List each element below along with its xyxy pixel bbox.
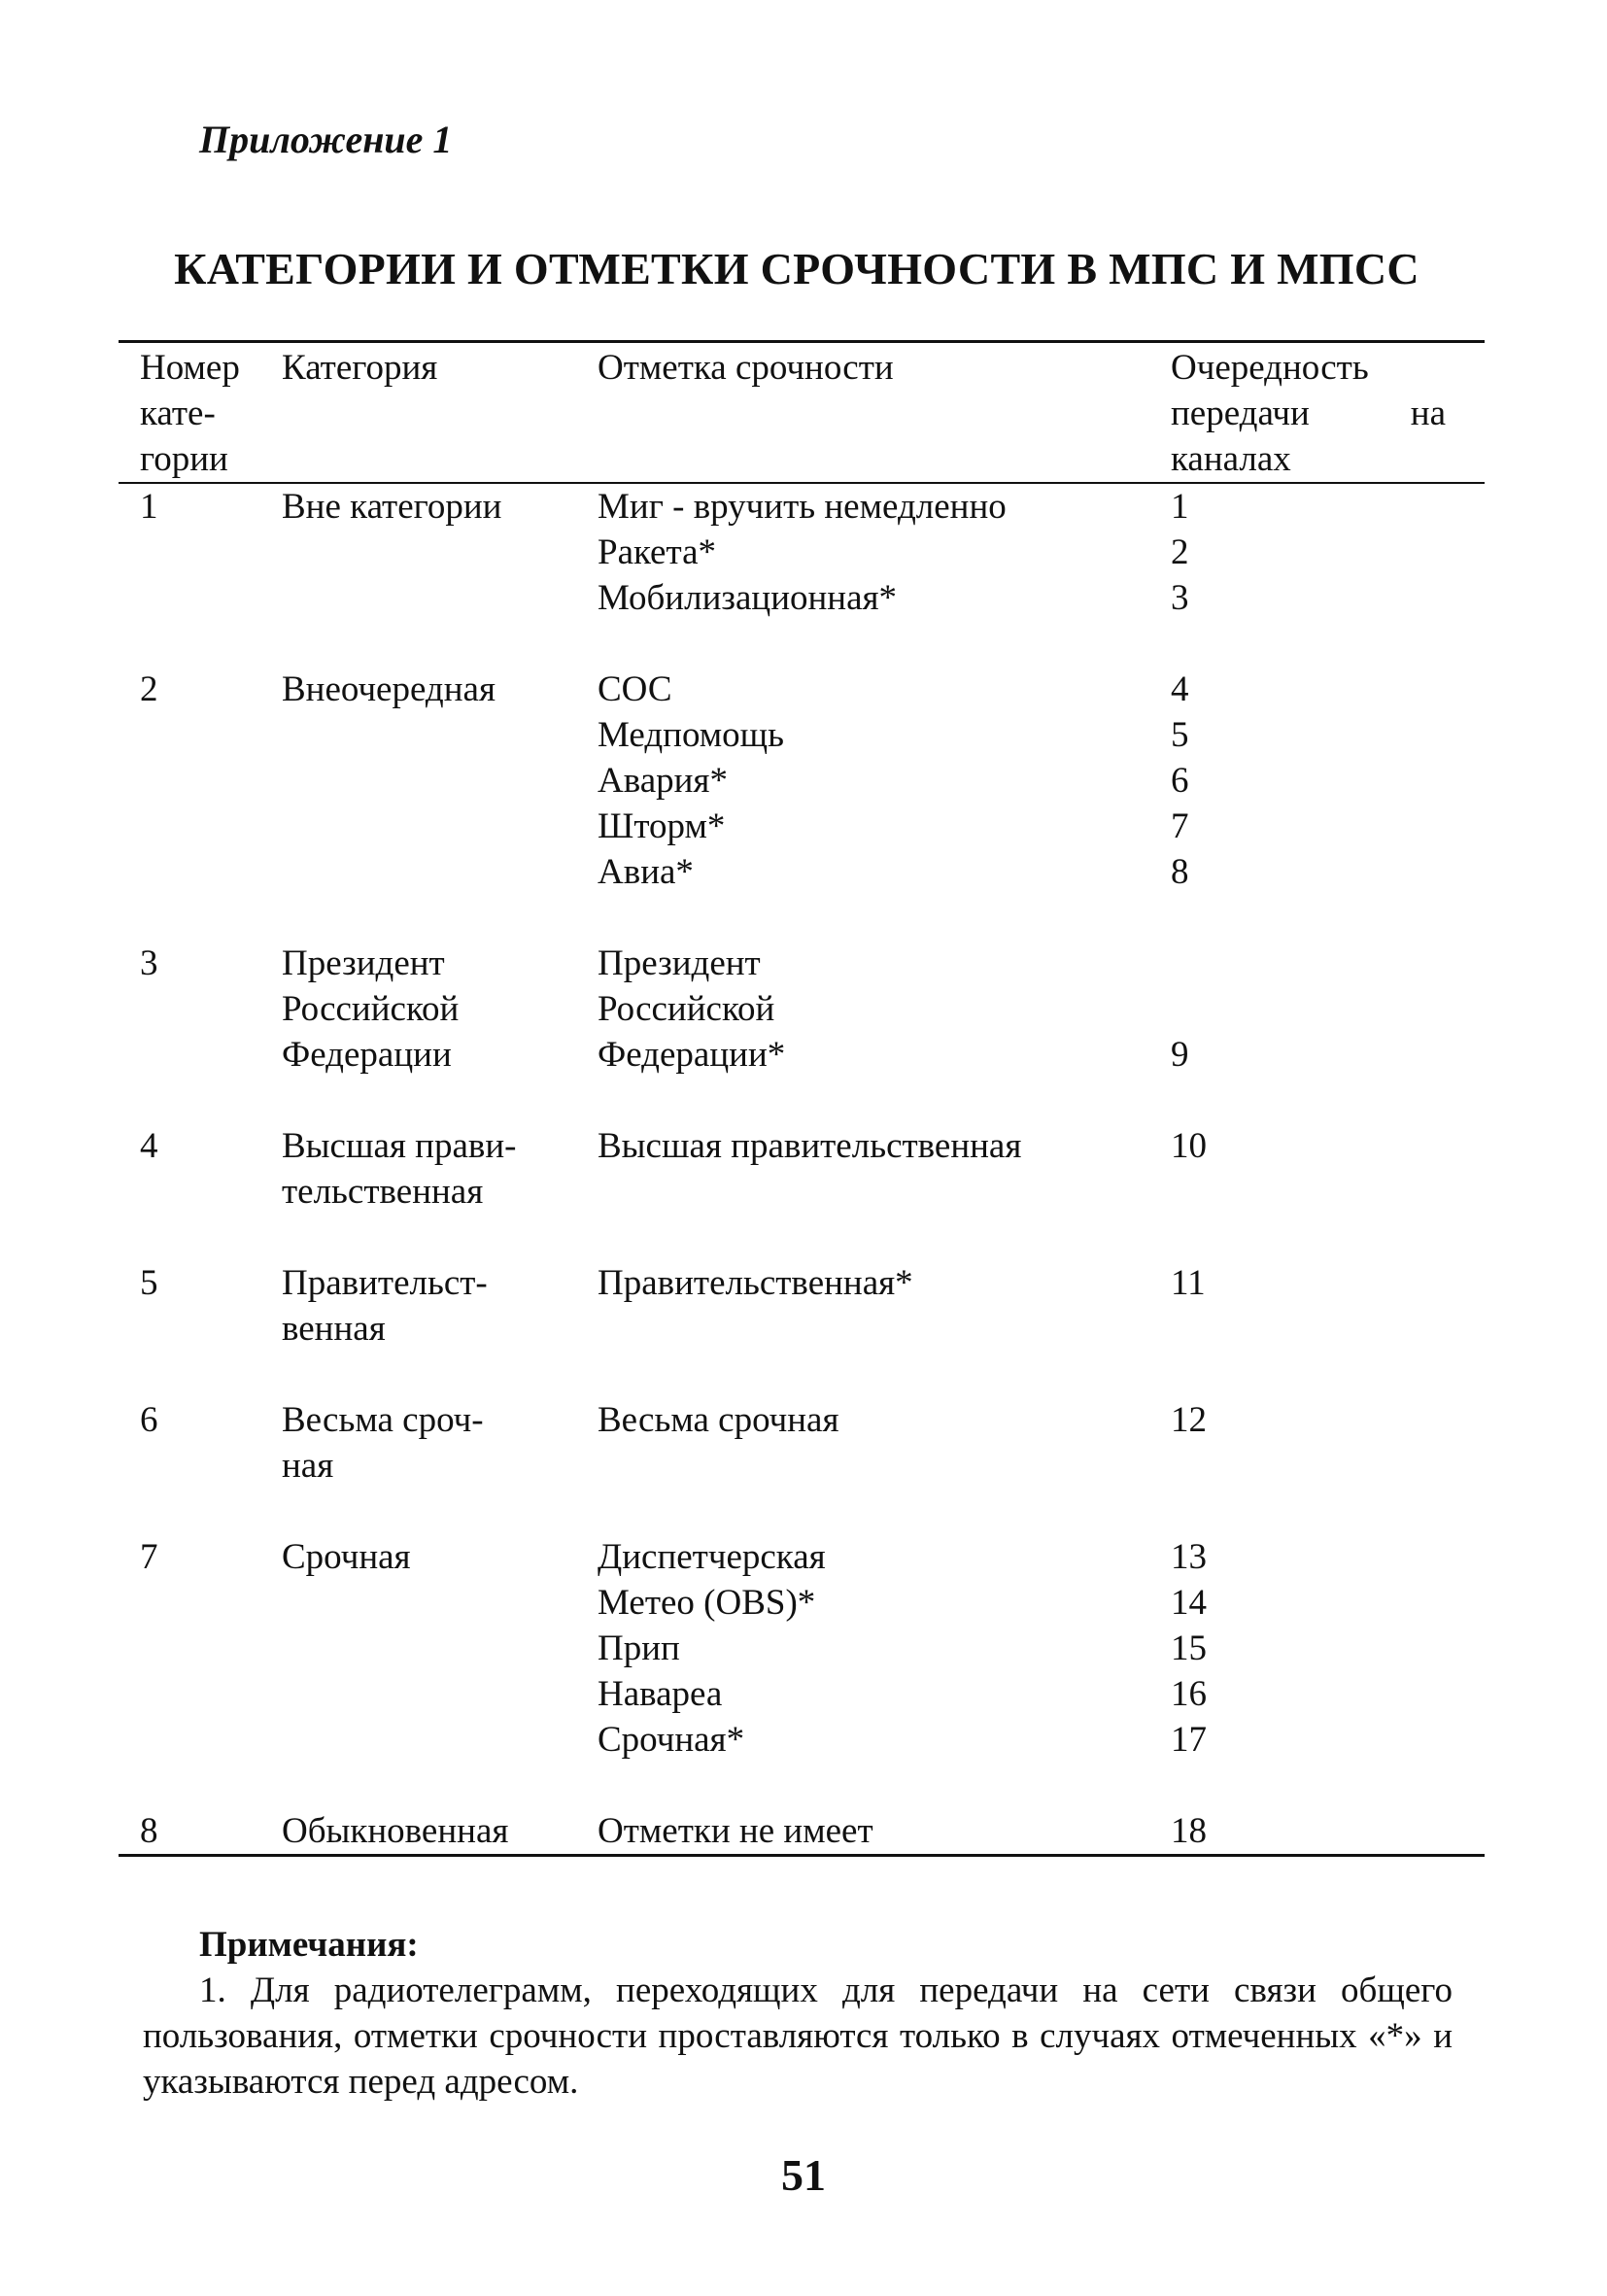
cell-order <box>1171 1397 1485 1489</box>
cell-category <box>282 667 598 895</box>
transmission-order: 10 <box>1171 1126 1207 1166</box>
urgency-table <box>119 340 1485 1857</box>
category-name-line: тельственная <box>282 1172 484 1212</box>
transmission-order: 6 <box>1171 761 1189 801</box>
transmission-order: 7 <box>1171 806 1189 846</box>
appendix-label: Приложение 1 <box>199 118 453 161</box>
transmission-order: 5 <box>1171 715 1189 755</box>
note-text <box>143 1968 1453 2105</box>
category-name-line: Высшая прави- <box>282 1126 517 1166</box>
cell-order <box>1171 1534 1485 1763</box>
table-row <box>119 667 1485 895</box>
cell-category <box>282 1260 598 1352</box>
urgency-mark: Мобилизационная* <box>598 578 898 618</box>
cell-number <box>119 1260 282 1352</box>
notes-section <box>143 1922 1462 2105</box>
urgency-mark: Прип <box>598 1628 680 1668</box>
cell-category <box>282 1534 598 1763</box>
urgency-mark: Ракета* <box>598 532 717 572</box>
cell-number <box>119 1123 282 1215</box>
header-order <box>1171 345 1485 482</box>
transmission-order: 8 <box>1171 852 1189 892</box>
transmission-order: 14 <box>1171 1583 1207 1623</box>
page-number: 51 <box>781 2150 826 2200</box>
table-row <box>119 1397 1485 1489</box>
category-name-line: Весьма сроч- <box>282 1400 484 1440</box>
urgency-mark: Федерации* <box>598 1035 786 1075</box>
cell-category <box>282 1123 598 1215</box>
table-row <box>119 1534 1485 1763</box>
category-name-line: Федерации <box>282 1035 452 1075</box>
page-title: КАТЕГОРИИ И ОТМЕТКИ СРОЧНОСТИ В МПС И МПСС <box>174 244 1419 293</box>
table-body <box>119 484 1485 1854</box>
cell-mark <box>598 1808 1171 1854</box>
header-order-word: на <box>1410 394 1446 433</box>
transmission-order: 4 <box>1171 669 1189 709</box>
urgency-mark: Отметки не имеет <box>598 1811 873 1851</box>
transmission-order: 16 <box>1171 1674 1207 1714</box>
header-number-line: кате- <box>140 394 216 433</box>
table-row <box>119 1808 1485 1854</box>
header-number <box>119 345 282 482</box>
category-number: 3 <box>140 943 158 983</box>
urgency-mark: Весьма срочная <box>598 1400 839 1440</box>
cell-number <box>119 941 282 1078</box>
category-number: 4 <box>140 1126 158 1166</box>
notes-title: Примечания: <box>199 1925 419 1965</box>
transmission-order: 2 <box>1171 532 1189 572</box>
cell-number <box>119 484 282 621</box>
category-name-line: Внеочередная <box>282 669 496 709</box>
cell-order <box>1171 941 1485 1078</box>
header-order-line-justified <box>1171 391 1446 436</box>
category-name-line: Вне категории <box>282 487 502 527</box>
urgency-mark: Метео (OBS)* <box>598 1583 816 1623</box>
cell-mark <box>598 1260 1171 1352</box>
cell-mark <box>598 667 1171 895</box>
header-order-line: каналах <box>1171 439 1291 479</box>
urgency-mark: Срочная* <box>598 1720 745 1760</box>
cell-mark <box>598 484 1171 621</box>
header-number-line: гории <box>140 439 228 479</box>
category-number: 1 <box>140 487 158 527</box>
header-category-text: Категория <box>282 348 438 388</box>
transmission-order: 13 <box>1171 1537 1207 1577</box>
category-name-line: Правительст- <box>282 1263 488 1303</box>
cell-category <box>282 941 598 1078</box>
cell-category <box>282 1808 598 1854</box>
cell-mark <box>598 1534 1171 1763</box>
header-mark <box>598 345 1171 482</box>
cell-mark <box>598 1123 1171 1215</box>
urgency-mark: Шторм* <box>598 806 726 846</box>
urgency-mark: Авария* <box>598 761 728 801</box>
header-category <box>282 345 598 482</box>
cell-order <box>1171 1260 1485 1352</box>
category-name-line: ная <box>282 1446 334 1486</box>
table-row <box>119 484 1485 621</box>
table-header-row <box>119 343 1485 482</box>
transmission-order: 9 <box>1171 1035 1189 1075</box>
cell-category <box>282 1397 598 1489</box>
cell-order <box>1171 484 1485 621</box>
header-order-word: передачи <box>1171 394 1310 433</box>
category-name-line: Российской <box>282 989 460 1029</box>
cell-number <box>119 667 282 895</box>
transmission-order: 12 <box>1171 1400 1207 1440</box>
category-number: 5 <box>140 1263 158 1303</box>
urgency-mark: СОС <box>598 669 672 709</box>
transmission-order <box>1171 986 1485 1032</box>
urgency-mark: Правительственная* <box>598 1263 913 1303</box>
cell-mark <box>598 1397 1171 1489</box>
transmission-order: 11 <box>1171 1263 1206 1303</box>
category-number: 6 <box>140 1400 158 1440</box>
category-number: 8 <box>140 1811 158 1851</box>
category-number: 2 <box>140 669 158 709</box>
cell-order <box>1171 667 1485 895</box>
cell-number <box>119 1808 282 1854</box>
urgency-mark: Президент <box>598 943 761 983</box>
note-text-content: 1. Для радиотелеграмм, переходящих для передачи на сети связи общего пользования, отметки срочности проставляются только в случаях отмеченных «*» и указываются перед адресом. <box>143 1970 1453 2102</box>
transmission-order <box>1171 941 1485 986</box>
cell-mark <box>598 941 1171 1078</box>
transmission-order: 15 <box>1171 1628 1207 1668</box>
transmission-order: 1 <box>1171 487 1189 527</box>
table-row <box>119 1260 1485 1352</box>
urgency-mark: Российской <box>598 989 775 1029</box>
transmission-order: 18 <box>1171 1811 1207 1851</box>
table-bottom-rule <box>119 1854 1485 1857</box>
category-name-line: Президент <box>282 943 445 983</box>
transmission-order: 3 <box>1171 578 1189 618</box>
category-name-line: Обыкновенная <box>282 1811 509 1851</box>
header-order-line: Очередность <box>1171 348 1369 388</box>
table-row <box>119 1123 1485 1215</box>
transmission-order: 17 <box>1171 1720 1207 1760</box>
urgency-mark: Высшая правительственная <box>598 1126 1022 1166</box>
category-name-line: венная <box>282 1309 386 1349</box>
cell-order <box>1171 1123 1485 1215</box>
category-number: 7 <box>140 1537 158 1577</box>
urgency-mark: Диспетчерская <box>598 1537 826 1577</box>
cell-number <box>119 1534 282 1763</box>
table-row <box>119 941 1485 1078</box>
urgency-mark: Авиа* <box>598 852 694 892</box>
cell-order <box>1171 1808 1485 1854</box>
category-name-line: Срочная <box>282 1537 411 1577</box>
header-mark-text: Отметка срочности <box>598 348 894 388</box>
cell-number <box>119 1397 282 1489</box>
urgency-mark: Медпомощь <box>598 715 785 755</box>
urgency-mark: Навареа <box>598 1674 723 1714</box>
cell-category <box>282 484 598 621</box>
header-number-line: Номер <box>140 348 240 388</box>
urgency-mark: Миг - вручить немедленно <box>598 487 1007 527</box>
